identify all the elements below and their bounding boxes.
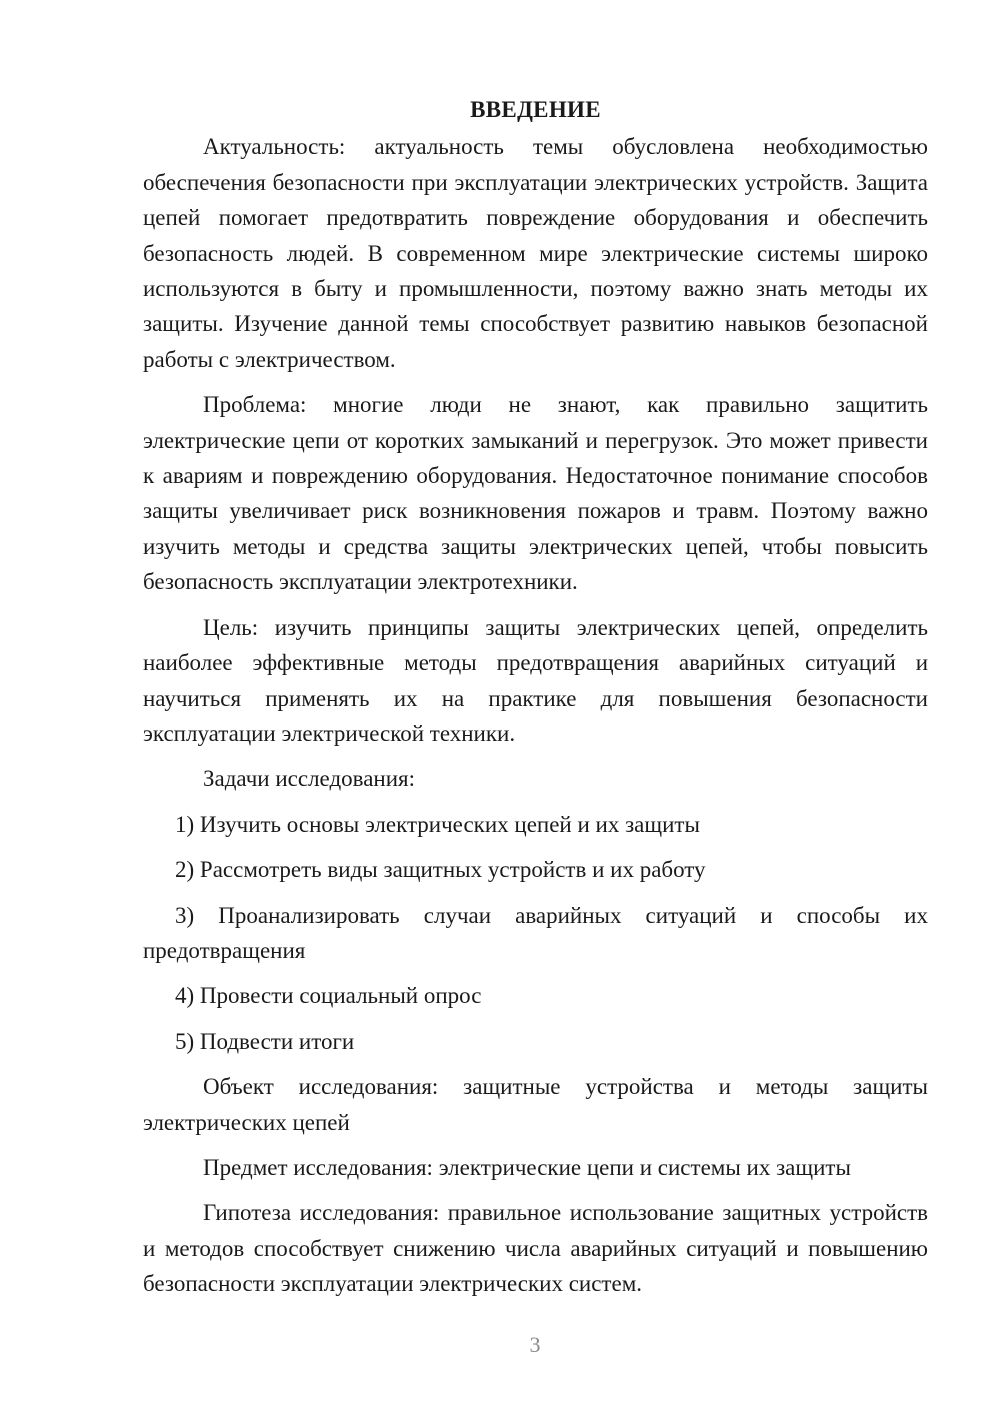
relevance-paragraph: Актуальность: актуальность темы обусловлена необходимостью обеспечения безопасности при эксплуатации электрических устройств. Защита цепей помогает предотвратить повреждение оборудования и обеспечить безопасность людей. В современном мире электрические системы широко используются в быту и промышленности, поэтому важно знать методы их защиты. Изучение данной темы способствует развитию навыков безопасной работы с электричеством. bbox=[143, 134, 928, 372]
hypothesis-paragraph: Гипотеза исследования: правильное использование защитных устройств и методов способствует снижению числа аварийных ситуаций и повышению безопасности эксплуатации электрических систем. bbox=[143, 1200, 928, 1297]
tasks-list bbox=[143, 807, 928, 1059]
page-title: ВВЕДЕНИЕ bbox=[470, 97, 601, 122]
page-content bbox=[143, 92, 928, 1312]
list-item: 5) Подвести итоги bbox=[175, 1028, 355, 1054]
page-number: 3 bbox=[529, 1332, 541, 1357]
problem-paragraph: Проблема: многие люди не знают, как правильно защитить электрические цепи от коротких замыканий и перегрузок. Это может привести к авариям и повреждению оборудования. Недостаточное понимание способов защиты увеличивает риск возникновения пожаров и травм. Поэтому важно изучить методы и средства защиты электрических цепей, чтобы повысить безопасность эксплуатации электротехники. bbox=[143, 392, 928, 595]
list-item: 3) Проанализировать случаи аварийных ситуаций и способы их предотвращения bbox=[143, 902, 928, 963]
tasks-intro: Задачи исследования: bbox=[203, 766, 416, 792]
subject-paragraph: Предмет исследования: электрические цепи и системы их защиты bbox=[203, 1154, 851, 1180]
list-item: 4) Провести социальный опрос bbox=[175, 983, 482, 1009]
object-paragraph: Объект исследования: защитные устройства и методы защиты электрических цепей bbox=[143, 1074, 928, 1135]
goal-paragraph: Цель: изучить принципы защиты электрических цепей, определить наиболее эффективные методы предотвращения аварийных ситуаций и научиться применять их на практике для повышения безопасности эксплуатации электрической техники. bbox=[143, 614, 928, 746]
list-item: 2) Рассмотреть виды защитных устройств и их работу bbox=[175, 857, 706, 883]
list-item: 1) Изучить основы электрических цепей и их защиты bbox=[175, 811, 700, 837]
